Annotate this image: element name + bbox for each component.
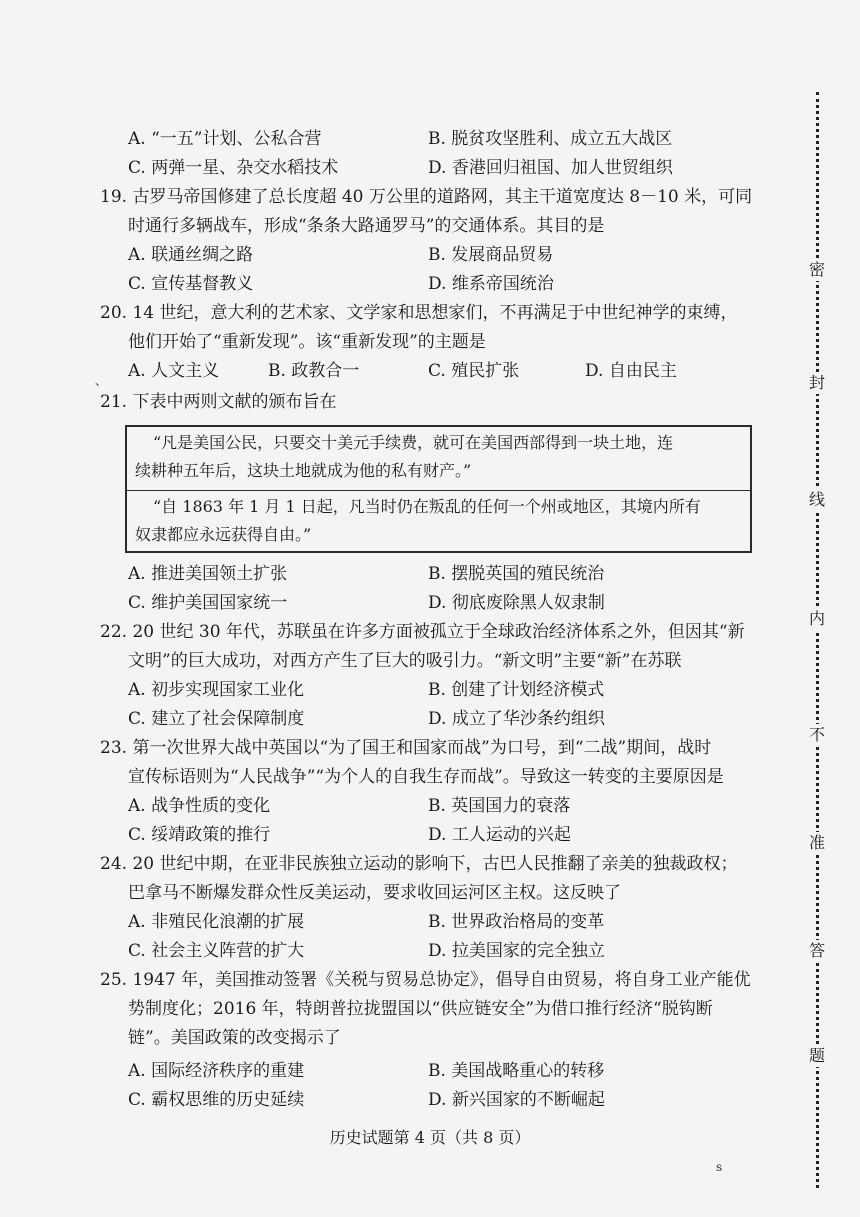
q23-stem-line2: 宣传标语则为“人民战争”“为个人的自我生存而战”。导致这一转变的主要原因是 <box>128 767 724 787</box>
q21-option-b: B. 摆脱英国的殖民统治 <box>428 564 605 584</box>
q25-stem-line3: 链”。美国政策的改变揭示了 <box>128 1028 341 1048</box>
q21-doc2-line1: “自 1863 年 1 月 1 日起，凡当时仍在叛乱的任何一个州或地区，其境内所有 <box>153 497 701 516</box>
q21-document-table <box>125 425 752 553</box>
q21-option-d: D. 彻底废除黑人奴隶制 <box>428 593 605 613</box>
seal-char-1: 密 <box>806 259 828 281</box>
q19-option-c: C. 宣传基督教义 <box>128 274 254 294</box>
q23-option-c: C. 绥靖政策的推行 <box>128 825 271 845</box>
q25-stem-line2: 势制度化；2016 年，特朗普拉拢盟国以“供应链安全”为借口推行经济“脱钩断 <box>128 999 713 1019</box>
seal-char-3: 线 <box>806 489 828 511</box>
q24-option-a: A. 非殖民化浪潮的扩展 <box>128 912 305 932</box>
q21-option-a: A. 推进美国领土扩张 <box>128 564 288 584</box>
q20-stem-line2: 他们开始了“重新发现”。该“重新发现”的主题是 <box>128 332 486 352</box>
seal-char-5: 不 <box>806 724 828 746</box>
q25-stem-line1: 25. 1947 年，美国推动签署《关税与贸易总协定》，倡导自由贸易，将自身工业产能优 <box>100 970 751 990</box>
q22-option-b: B. 创建了计划经济模式 <box>428 680 605 700</box>
seal-char-2: 封 <box>806 372 828 394</box>
seal-char-6: 准 <box>806 832 828 854</box>
q24-option-c: C. 社会主义阵营的扩大 <box>128 941 305 961</box>
q18-option-b: B. 脱贫攻坚胜利、成立五大战区 <box>428 129 673 149</box>
q22-option-d: D. 成立了华沙条约组织 <box>428 709 605 729</box>
q19-stem-line2: 时通行多辆战车，形成“条条大路通罗马”的交通体系。其目的是 <box>128 216 605 236</box>
seal-char-7: 答 <box>806 940 828 962</box>
q19-option-b: B. 发展商品贸易 <box>428 245 554 265</box>
q22-option-a: A. 初步实现国家工业化 <box>128 680 305 700</box>
q25-option-d: D. 新兴国家的不断崛起 <box>428 1090 605 1110</box>
q20-option-d: D. 自由民主 <box>585 361 677 381</box>
q20-option-c: C. 殖民扩张 <box>428 361 520 381</box>
q22-stem-line1: 22. 20 世纪 30 年代，苏联虽在许多方面被孤立于全球政治经济体系之外，但因其“新 <box>100 622 745 642</box>
q25-option-c: C. 霸权思维的历史延续 <box>128 1090 305 1110</box>
q19-option-a: A. 联通丝绸之路 <box>128 245 254 265</box>
q23-option-d: D. 工人运动的兴起 <box>428 825 571 845</box>
q19-option-d: D. 维系帝国统治 <box>428 274 554 294</box>
q21-stem: 21. 下表中两则文献的颁布旨在 <box>100 392 337 412</box>
q20-option-b: B. 政教合一 <box>268 361 360 381</box>
page-footer: 历史试题第 4 页（共 8 页） <box>329 1128 531 1147</box>
q23-stem-line1: 23. 第一次世界大战中英国以“为了国王和国家而战”为口号，到“二战”期间，战时 <box>100 738 712 758</box>
q23-option-a: A. 战争性质的变化 <box>128 796 271 816</box>
q24-stem-line1: 24. 20 世纪中期，在亚非民族独立运动的影响下，古巴人民推翻了亲美的独裁政权； <box>100 854 738 874</box>
q22-stem-line2: 文明”的巨大成功，对西方产生了巨大的吸引力。“新文明”主要“新”在苏联 <box>128 651 682 671</box>
q21-doc1-line1: “凡是美国公民，只要交十美元手续费，就可在美国西部得到一块土地，连 <box>153 433 674 452</box>
q23-option-b: B. 英国国力的衰落 <box>428 796 571 816</box>
seal-char-4: 内 <box>806 608 828 630</box>
q25-option-b: B. 美国战略重心的转移 <box>428 1061 605 1081</box>
q22-option-c: C. 建立了社会保障制度 <box>128 709 305 729</box>
q24-option-b: B. 世界政治格局的变革 <box>428 912 605 932</box>
q18-option-a: A. “一五”计划、公私合营 <box>128 129 322 149</box>
seal-dotted-line <box>816 92 819 1188</box>
stray-mark-bottom: s <box>716 1160 723 1174</box>
q20-option-a: A. 人文主义 <box>128 361 220 381</box>
q18-option-d: D. 香港回归祖国、加人世贸组织 <box>428 158 673 178</box>
q19-stem-line1: 19. 古罗马帝国修建了总长度超 40 万公里的道路网，其主干道宽度达 8－10 米，可同 <box>100 187 753 207</box>
table-divider <box>127 490 750 491</box>
q24-stem-line2: 巴拿马不断爆发群众性反美运动，要求收回运河区主权。这反映了 <box>128 883 621 903</box>
q24-option-d: D. 拉美国家的完全独立 <box>428 941 605 961</box>
stray-mark: 、 <box>95 374 108 388</box>
seal-char-8: 题 <box>806 1045 828 1067</box>
q21-doc2-line2: 奴隶都应永远获得自由。” <box>135 525 312 544</box>
q21-doc1-line2: 续耕种五年后，这块土地就成为他的私有财产。” <box>135 461 472 480</box>
q25-option-a: A. 国际经济秩序的重建 <box>128 1061 305 1081</box>
q21-option-c: C. 维护美国国家统一 <box>128 593 288 613</box>
q18-option-c: C. 两弹一星、杂交水稻技术 <box>128 158 339 178</box>
q20-stem-line1: 20. 14 世纪，意大利的艺术家、文学家和思想家们，不再满足于中世纪神学的束缚， <box>100 303 738 323</box>
